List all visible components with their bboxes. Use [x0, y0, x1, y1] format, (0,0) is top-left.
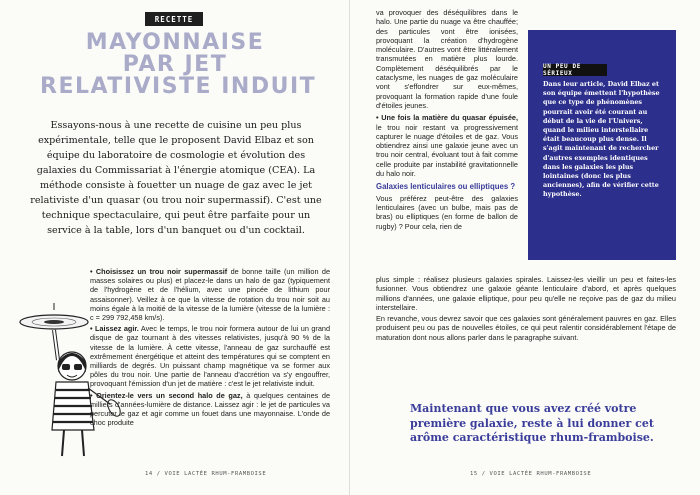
paragraph-4: plus simple : réalisez plusieurs galaxies spirales. Laissez-les vieillir un peu et faites-les fusionner. Vous obtiendrez une galaxie géante lenticulaire d'abord, et après quelques millions d'années, une galaxie elliptique, pour peu qu'elle ne reçoive pas de gaz du milieu interstellaire.: [376, 275, 676, 312]
paragraph-5: En revanche, vous devrez savoir que ces galaxies sont généralement pauvres en gaz. Elles produisent peu ou pas de nouvelles étoiles, ce qui peut ralentir considérablement l'étape de maturation dont nous allons parler dans le paragraphe suivant.: [376, 314, 676, 342]
step-3-text: à quelques centaines de milliers d'années-lumière de distance. Laissez agir : le jet de particules va percuter le gaz et agir comme un fouet dans une mayonnaise. L'onde de choc produite: [90, 390, 331, 428]
paragraph-2-text: le trou noir restant va progressivement capturer le nuage d'étoiles et de gaz. Vous obtiendrez ainsi une galaxie jeune avec un trou noir central, évoluant tout à fait comme celle produite par instabilité gravitationnelle du halo noir.: [376, 122, 518, 179]
step-2: [90, 324, 330, 388]
pull-quote: Maintenant que vous avez créé votre première galaxie, reste à lui donner cet arôme caractéristique rhum-framboise.: [410, 402, 654, 444]
page-footer-right: 15 / VOIE LACTÉE RHUM-FRAMBOISE: [470, 471, 592, 477]
page-title: [40, 30, 317, 99]
right-column-text: [376, 8, 518, 234]
step-1-text: de bonne taille (un million de masses solaires ou plus) et placez-le dans un halo de gaz (typiquement de l'hydrogène et de l'hélium, avec une pincée de lithium pour assaisonner). Veillez à ce que la vitesse de rotation du trou noir soit au moins égale à la moitié de la vitesse de la lumière (vitesse de la lumière : c = 299 792,458 km/s).: [90, 267, 331, 323]
title-line-3: RELATIVISTE INDUIT: [40, 74, 317, 99]
step-2-text: Avec le temps, le trou noir formera autour de lui un grand disque de gaz tournant à des vitesses relativistes, jusqu'à 90 % de la vitesse de la lumière. À cette vitesse, l'anneau de gaz surchauffé est extrêmement énergétique et atteint des températures qui se comptent en milliards de degrés. Un puissant champ magnétique va se former aux pôles du trou noir. Une partie de l'anneau d'accrétion va s'y engouffrer, provoquant l'émission d'un jet de matière : c'est le jet relativiste induit.: [90, 324, 330, 389]
wide-column-text: [376, 275, 676, 344]
title-line-2: PAR JET: [122, 52, 228, 77]
section-tag: RECETTE: [145, 12, 203, 26]
sidebar-box: [528, 30, 676, 260]
paragraph-1: va provoquer des déséquilibres dans le halo. Une partie du nuage va être chauffée; des particules vont être ionisées, provoquant la création d'hydrogène moléculaire. D'autres vont être littéralement transmutées en matière plus lourde. Complètement déséquilibrés par le cataclysme, les nuages de gaz moléculaire vont s'effondrer sur eux-mêmes, provoquant la formation rapide d'une foule d'étoiles jeunes.: [376, 8, 518, 110]
step-3: [90, 391, 330, 428]
page-footer-left: 14 / VOIE LACTÉE RHUM-FRAMBOISE: [145, 471, 267, 477]
step-1-lead: • Choisissez un trou noir supermassif: [90, 267, 228, 276]
intro-paragraph: Essayons-nous à une recette de cuisine un peu plus expérimentale, telle que le proposent David Elbaz et son équipe du laboratoire de cosmologie et évolution des galaxies du Commissariat à l'énergie atomique (CEA). La méthode consiste à fouetter un nuage de gaz avec le jet relativiste d'un quasar (ou trou noir supermassif). C'est une technique spectaculaire, qui peut être parfaite pour un service à la table, lors d'un banquet ou d'un cocktail.: [30, 120, 322, 236]
sidebar-text: Dans leur article, David Elbaz et son équipe émettent l'hypothèse que ce type de phénomènes pourrait avoir été courant au début de la vie de l'Univers, quand le milieu interstellaire était beaucoup plus dense. Il s'agit maintenant de rechercher d'autres exemples identiques dans les galaxies les plus lointaines (donc les plus anciennes), afin de vérifier cette hypothèse.: [543, 80, 660, 199]
step-2-lead: • Laissez agir.: [90, 324, 139, 334]
paragraph-2: [376, 113, 518, 178]
paragraph-2-lead: • Une fois la matière du quasar épuisée,: [376, 113, 518, 123]
sidebar-tag: UN PEU DE SÉRIEUX: [543, 64, 607, 76]
title-line-1: MAYONNAISE: [85, 30, 265, 55]
step-3-lead: • Orientez-le vers un second halo de gaz,: [90, 390, 243, 400]
right-page: [350, 0, 700, 495]
subheading: Galaxies lenticulaires ou elliptiques ?: [376, 182, 516, 192]
step-1: [90, 267, 330, 322]
recipe-steps: [90, 267, 330, 429]
paragraph-3: Vous préférez peut-être des galaxies lenticulaires (avec un bulbe, mais pas de bras) ou elliptiques (en forme de ballon de rugby) ? Pour cela, rien de: [376, 193, 518, 231]
